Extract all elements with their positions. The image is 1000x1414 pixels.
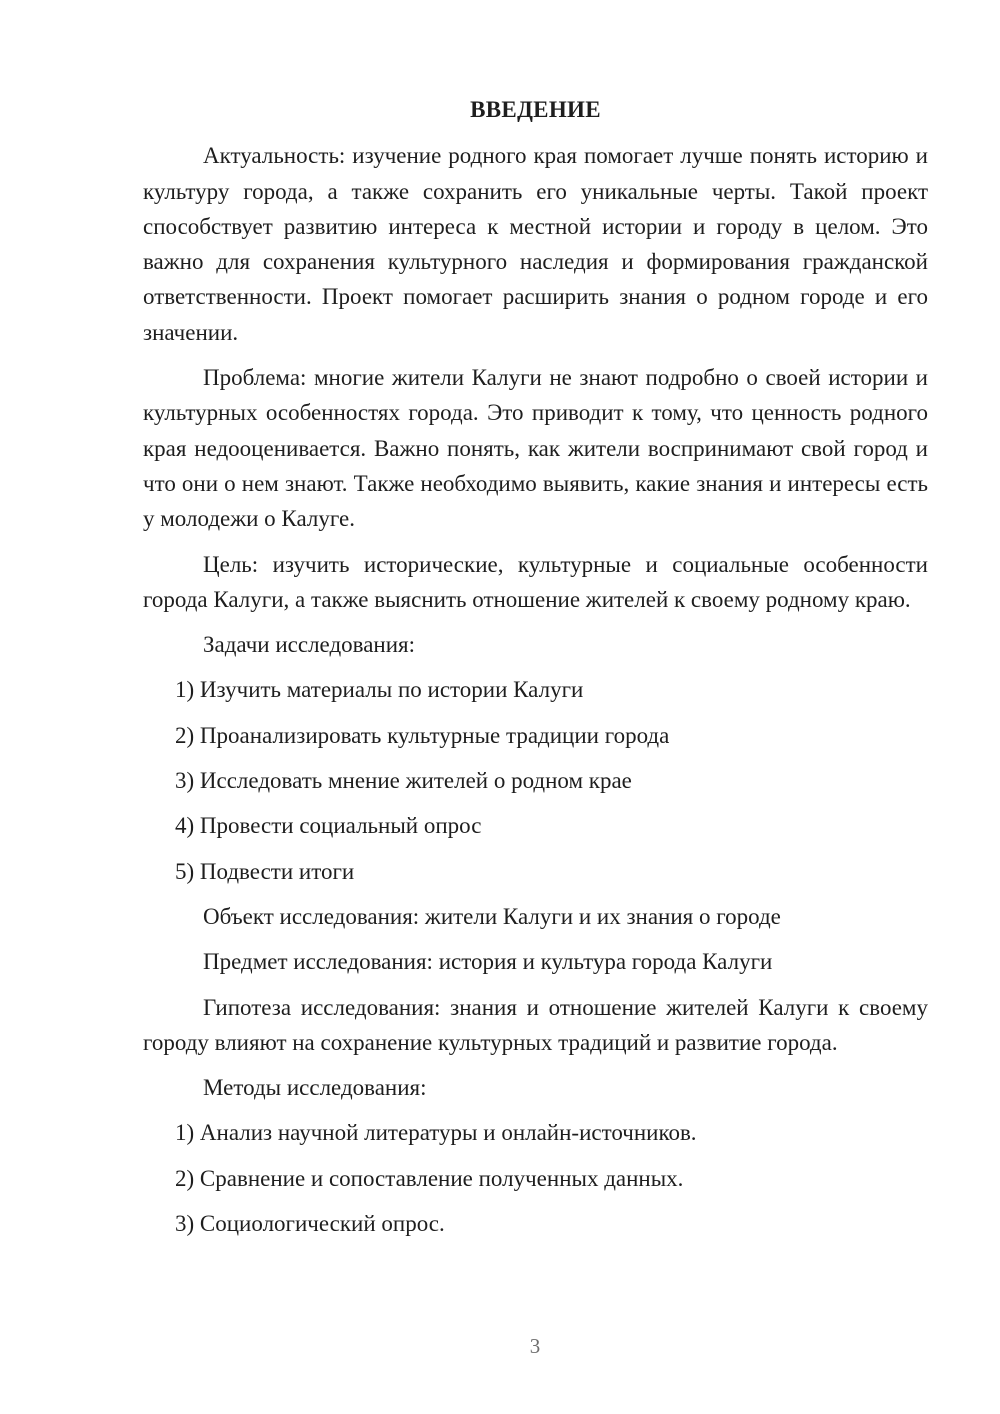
section-title: ВВЕДЕНИЕ [470, 97, 601, 122]
method-item: 3) Социологический опрос. [175, 1211, 445, 1237]
problem-paragraph: Проблема: многие жители Калуги не знают подробно о своей истории и культурных особенностях города. Это приводит к тому, что ценность родного края недооценивается. Важно понять, как жители воспринимают свой город и что они о нем знают. Также необходимо выявить, какие знания и интересы есть у молодежи о Калуге. [143, 365, 928, 532]
subject-paragraph: Предмет исследования: история и культура города Калуги [203, 949, 773, 975]
task-item: 1) Изучить материалы по истории Калуги [175, 677, 584, 703]
relevance-paragraph: Актуальность: изучение родного края помогает лучше понять историю и культуру города, а также сохранить его уникальные черты. Такой проект способствует развитию интереса к местной истории и городу в целом. Это важно для сохранения культурного наследия и формирования гражданской ответственности. Проект помогает расширить знания о родном городе и его значении. [143, 143, 928, 345]
task-item: 2) Проанализировать культурные традиции города [175, 722, 670, 748]
hypothesis-paragraph: Гипотеза исследования: знания и отношение жителей Калуги к своему городу влияют на сохранение культурных традиций и развитие города. [143, 994, 928, 1055]
methods-heading: Методы исследования: [203, 1075, 427, 1101]
document-page [143, 92, 928, 1251]
tasks-heading: Задачи исследования: [203, 632, 416, 658]
object-paragraph: Объект исследования: жители Калуги и их знания о городе [203, 903, 781, 929]
method-item: 2) Сравнение и сопоставление полученных данных. [175, 1165, 684, 1191]
task-item: 3) Исследовать мнение жителей о родном крае [175, 768, 632, 794]
page-number: 3 [529, 1334, 541, 1358]
task-item: 4) Провести социальный опрос [175, 813, 482, 839]
method-item: 1) Анализ научной литературы и онлайн-источников. [175, 1120, 697, 1146]
task-item: 5) Подвести итоги [175, 858, 355, 884]
goal-paragraph: Цель: изучить исторические, культурные и социальные особенности города Калуги, а также выяснить отношение жителей к своему родному краю. [143, 551, 928, 612]
